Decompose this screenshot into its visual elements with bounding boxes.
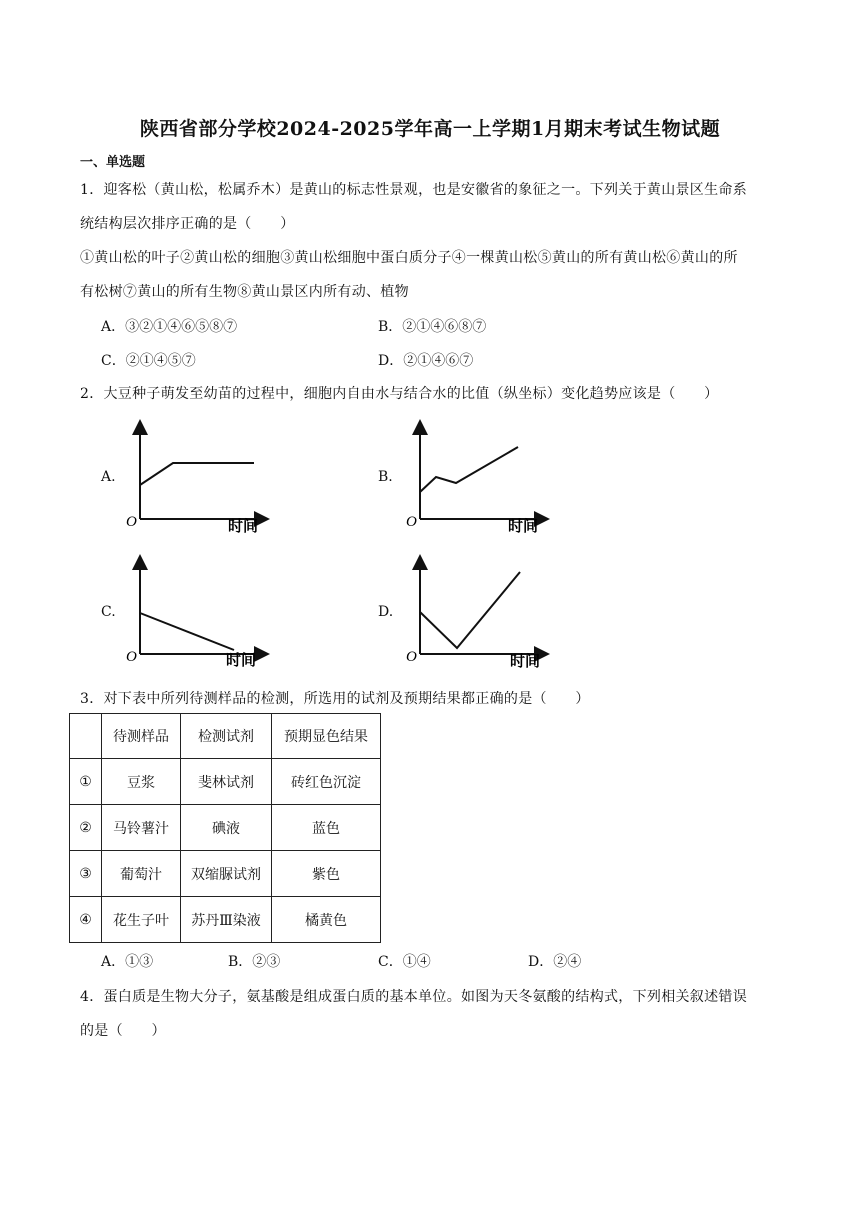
- table-cell: 橘黄色: [272, 897, 381, 943]
- question-3-option-a[interactable]: A．①③: [101, 954, 154, 970]
- table-cell: 砖红色沉淀: [272, 759, 381, 805]
- origin-label: O: [126, 514, 137, 530]
- question-4-stem-line-1: 4．蛋白质是生物大分子，氨基酸是组成蛋白质的基本单位。如图为天冬氨酸的结构式，下列相关叙述错误: [80, 989, 748, 1005]
- x-axis-label: 时间: [510, 652, 541, 670]
- trend-line: [140, 463, 254, 485]
- table-cell: 花生子叶: [102, 897, 181, 943]
- question-3-stem: 3．对下表中所列待测样品的检测，所选用的试剂及预期结果都正确的是（ ）: [80, 691, 590, 707]
- table-header-cell: 待测样品: [102, 714, 181, 759]
- question-1-option-b[interactable]: B．②①④⑥⑧⑦: [378, 319, 487, 335]
- table-cell: ①: [70, 759, 102, 805]
- table-row: [70, 805, 381, 851]
- question-3-option-d[interactable]: D．②④: [528, 954, 582, 970]
- question-2-stem: 2．大豆种子萌发至幼苗的过程中，细胞内自由水与结合水的比值（纵坐标）变化趋势应该是（ ）: [80, 386, 719, 402]
- table-cell: 豆浆: [102, 759, 181, 805]
- detection-table: [69, 713, 381, 943]
- trend-line: [420, 572, 520, 648]
- table-cell: 紫色: [272, 851, 381, 897]
- question-2-option-d-label[interactable]: D.: [378, 604, 394, 620]
- section-label: 一、单选题: [80, 155, 146, 170]
- x-axis-label: 时间: [228, 517, 259, 535]
- table-row: [70, 759, 381, 805]
- table-cell: ③: [70, 851, 102, 897]
- question-1-stem-line-2: 统结构层次排序正确的是（ ）: [80, 216, 295, 232]
- table-cell: 蓝色: [272, 805, 381, 851]
- table-row: [70, 851, 381, 897]
- table-header-cell: 检测试剂: [181, 714, 272, 759]
- question-2-graph-b[interactable]: [398, 415, 578, 535]
- question-2-graph-d[interactable]: [398, 550, 578, 670]
- question-3-option-b[interactable]: B．②③: [228, 954, 281, 970]
- origin-label: O: [406, 514, 417, 530]
- question-2-option-c-label[interactable]: C.: [101, 604, 116, 620]
- question-2-option-b-label[interactable]: B.: [378, 469, 393, 485]
- trend-line: [140, 613, 234, 650]
- question-1-option-d[interactable]: D．②①④⑥⑦: [378, 353, 474, 369]
- question-2-graph-a[interactable]: [118, 415, 298, 535]
- table-header-row: [70, 714, 381, 759]
- table-cell: 双缩脲试剂: [181, 851, 272, 897]
- x-axis-label: 时间: [508, 517, 539, 535]
- trend-line: [420, 447, 518, 492]
- question-1-stem-line-4: 有松树⑦黄山的所有生物⑧黄山景区内所有动、植物: [80, 284, 409, 300]
- table-cell: ②: [70, 805, 102, 851]
- question-2-graph-c[interactable]: [118, 550, 298, 670]
- table-cell: 斐林试剂: [181, 759, 272, 805]
- origin-label: O: [406, 649, 417, 665]
- table-cell: ④: [70, 897, 102, 943]
- question-3-option-c[interactable]: C．①④: [378, 954, 431, 970]
- question-1-stem-line-1: 1．迎客松（黄山松，松属乔木）是黄山的标志性景观，也是安徽省的象征之一。下列关于黄山景区生命系: [80, 182, 748, 198]
- page-title: 陕西省部分学校2024-2025学年高一上学期1月期末考试生物试题: [139, 118, 721, 140]
- x-axis-label: 时间: [226, 651, 257, 669]
- table-cell: 苏丹Ⅲ染液: [181, 897, 272, 943]
- table-cell: 葡萄汁: [102, 851, 181, 897]
- table-header-cell: [70, 714, 102, 759]
- table-cell: 碘液: [181, 805, 272, 851]
- question-2-option-a-label[interactable]: A.: [101, 469, 116, 485]
- question-1-option-c[interactable]: C．②①④⑤⑦: [101, 353, 196, 369]
- question-4-stem-line-2: 的是（ ）: [80, 1023, 166, 1039]
- table-cell: 马铃薯汁: [102, 805, 181, 851]
- table-header-cell: 预期显色结果: [272, 714, 381, 759]
- question-1-option-a[interactable]: A．③②①④⑥⑤⑧⑦: [101, 319, 238, 335]
- question-1-stem-line-3: ①黄山松的叶子②黄山松的细胞③黄山松细胞中蛋白质分子④一棵黄山松⑤黄山的所有黄山松⑥黄山的所: [80, 250, 738, 266]
- origin-label: O: [126, 649, 137, 665]
- table-row: [70, 897, 381, 943]
